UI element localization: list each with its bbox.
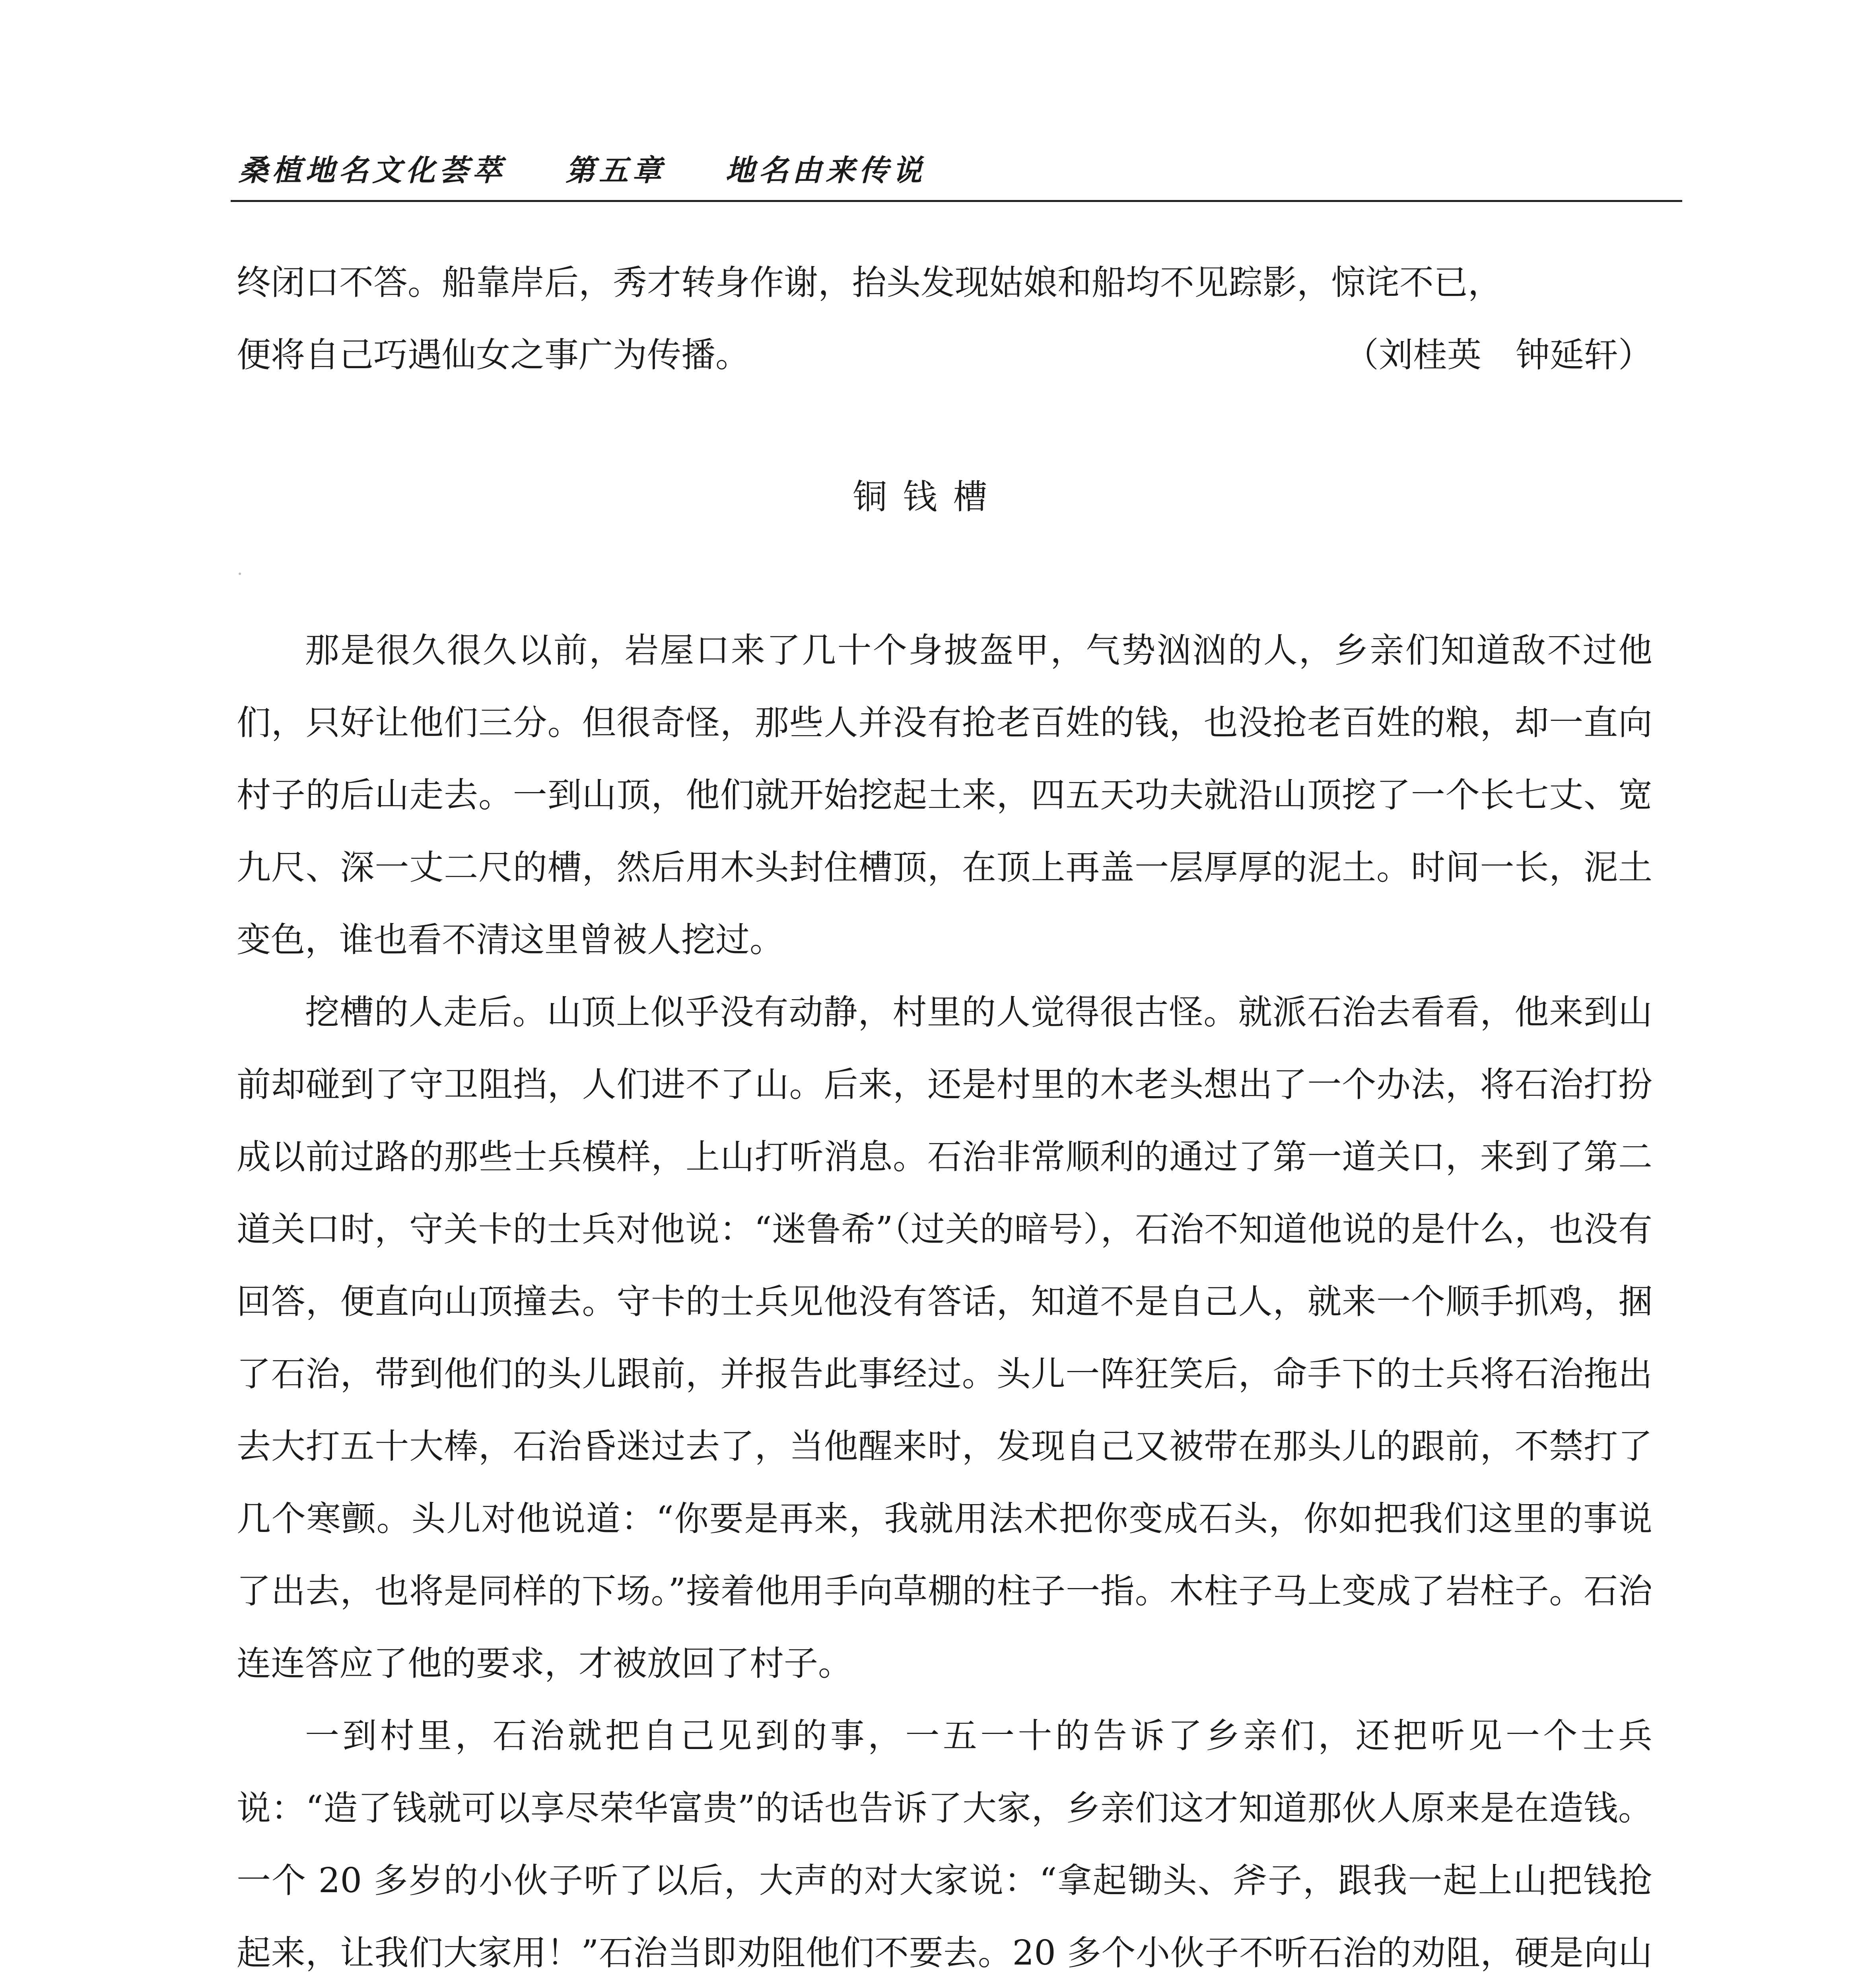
author-credit: （刘桂英 钟延轩）: [1345, 335, 1652, 375]
paragraph-3: 一到村里，石治就把自己见到的事，一五一十的告诉了乡亲们，还把听见一个士兵说：“造了钱就可以享尽荣华富贵”的话也告诉了大家，乡亲们这才知道那伙人原来是在造钱。一个 20 多岁的小伙子听了以后，大声的对大家说：“拿起锄头、斧子，跟我一起上山把钱抢起来，让我们大家用！”石治当即劝阻他们不要去。20 多个小伙子不听石治的劝阻，硬是向山: [237, 1716, 1652, 1973]
scan-speck: [239, 573, 241, 575]
header-chapter: 第五章: [566, 153, 666, 188]
previous-story-line-2: 便将自己巧遇仙女之事广为传播。: [237, 335, 750, 375]
header-rule: [231, 200, 1682, 202]
running-header: [239, 147, 1678, 189]
story-body: [237, 614, 1652, 1988]
paragraph-2: 挖槽的人走后。山顶上似乎没有动静，村里的人觉得很古怪。就派石治去看看，他来到山前却碰到了守卫阻挡，人们进不了山。后来，还是村里的木老头想出了一个办法，将石治打扮成以前过路的那些士兵模样，上山打听消息。石治非常顺利的通过了第一道关口，来到了第二道关口时，守关卡的士兵对他说：“迷鲁希”（过关的暗号），石治不知道他说的是什么，也没有回答，便直向山顶撞去。守卡的士兵见他没有答话，知道不是自己人，就来一个顺手抓鸡，捆了石治，带到他们的头儿跟前，并报告此事经过。头儿一阵狂笑后，命手下的士兵将石治拖出去大打五十大棒，石治昏迷过去了，当他醒来时，发现自己又被带在那头儿的跟前，不禁打了几个寒颤。头儿对他说道：“你要是再来，我就用法术把你变成石头，你如把我们这里的事说了出去，也将是同样的下场。”接着他用手向草棚的柱子一指。木柱子马上变成了岩柱子。石治连连答应了他的要求，才被放回了村子。: [237, 992, 1652, 1683]
previous-story-ending: [237, 247, 1652, 391]
paragraph-1: 那是很久很久以前，岩屋口来了几十个身披盔甲，气势汹汹的人，乡亲们知道敌不过他们，只好让他们三分。但很奇怪，那些人并没有抢老百姓的钱，也没抢老百姓的粮，却一直向村子的后山走去。一到山顶，他们就开始挖起土来，四五天功夫就沿山顶挖了一个长七丈、宽九尺、深一丈二尺的槽，然后用木头封住槽顶，在顶上再盖一层厚厚的泥土。时间一长，泥土变色，谁也看不清这里曾被人挖过。: [237, 631, 1652, 960]
header-book-title: 桑植地名文化荟萃: [239, 153, 506, 188]
header-section-title: 地名由来传说: [725, 153, 926, 188]
story-title: 铜钱槽: [853, 477, 1003, 517]
previous-story-line-1: 终闭口不答。船靠岸后，秀才转身作谢，抬头发现姑娘和船均不见踪影，惊诧不已，: [237, 263, 1502, 303]
previous-story-closing-line: [237, 319, 1652, 391]
